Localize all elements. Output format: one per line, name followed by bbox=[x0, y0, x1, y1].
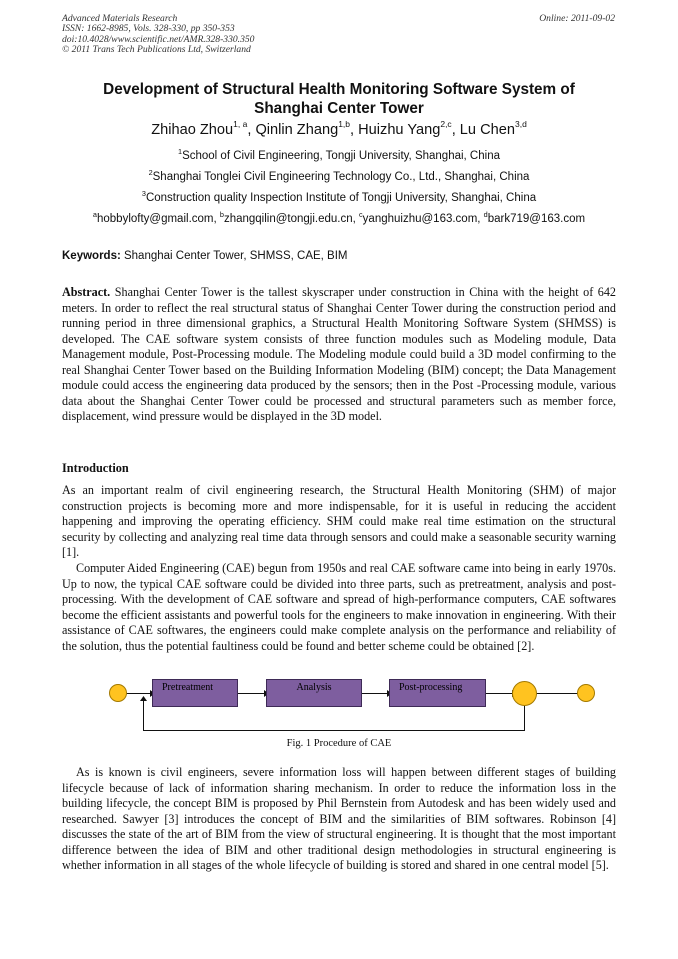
flow-line bbox=[126, 693, 150, 694]
feedback-line bbox=[143, 699, 144, 731]
abstract-text: Shanghai Center Tower is the tallest skyscraper under construction in China with the height of 642 meters. In order to reflect the real structural status of Shanghai Center Tower during the construction period and running period in three dimensional graphics, a Structural Health Monitoring Software System (SHMSS) is developed. The CAE software system consists of three function modules such as Modeling module, Data Management module, Post-Processing module. The Modeling module could build a 3D model confirming to the real Shanghai Center Tower based on the Building Information Modeling (BIM) concept; the Data Management module could access the engineering data produced by the sensors; then in the Post -Processing module, various data about the Shanghai Center Tower could be processed and structural parameters such as member force, displacement, wind pressure would be displayed in the 3D model. bbox=[62, 285, 616, 423]
author-list bbox=[62, 119, 616, 138]
copyright-line: © 2011 Trans Tech Publications Ltd, Switzerland bbox=[62, 44, 251, 56]
feedback-line bbox=[143, 730, 525, 731]
flow-line bbox=[536, 693, 578, 694]
affiliation-3: $^3$Construction quality Inspection Institute of Tongji University, Shanghai, China bbox=[141, 189, 537, 204]
intro-paragraph-2: Computer Aided Engineering (CAE) begun from 1950s and real CAE software came into being in early 1970s. Up to now, the typical CAE software could be divided into three parts, such as pretreatment, analysis and post-processing. With the development of CAE software and spread of high-performance computers, CAE softwares become the efficient assistants and powerful tools for the engineers to make innovation in engineering. With their assistance of CAE softwares, the engineers could make complete analysis on the performance and reliability of the solution, thus the potential faultiness could be found and better scheme could be obtained [2]. bbox=[62, 561, 616, 653]
box-pretreatment: Pretreatment bbox=[152, 679, 238, 707]
keywords-label: Keywords: bbox=[62, 250, 121, 262]
end-node bbox=[577, 684, 595, 702]
author: Huizhu Yang$^{2,c}$, bbox=[358, 119, 460, 138]
arrowhead bbox=[150, 690, 155, 697]
author: Lu Chen$^{3,d}$ bbox=[459, 119, 527, 138]
box-analysis: Analysis bbox=[266, 679, 362, 707]
abstract-label: Abstract. bbox=[62, 285, 111, 299]
decision-node bbox=[512, 681, 537, 706]
figure-caption: Fig. 1 Procedure of CAE bbox=[286, 738, 392, 749]
affiliation-1: $^1$School of Civil Engineering, Tongji University, Shanghai, China bbox=[178, 147, 500, 162]
issn-line: ISSN: 1662-8985, Vols. 328-330, pp 350-353 bbox=[62, 23, 235, 35]
journal-name: Advanced Materials Research bbox=[62, 13, 178, 24]
author: Qinlin Zhang$^{1,b}$, bbox=[255, 119, 359, 138]
title-line-1: Development of Structural Health Monitoring Software System of bbox=[103, 81, 575, 98]
online-date: Online: 2011-09-02 bbox=[539, 13, 615, 24]
box-post-processing: Post-processing bbox=[389, 679, 486, 707]
arrowhead bbox=[387, 690, 392, 697]
title-line-2: Shanghai Center Tower bbox=[254, 100, 424, 117]
abstract bbox=[62, 285, 616, 425]
author-emails: $^a$hobbylofty@gmail.com, $^b$zhangqilin@tongji.edu.cn, $^c$yanghuizhu@163.com, $^d$bark719@163.com bbox=[92, 210, 586, 225]
arrowhead bbox=[264, 690, 269, 697]
start-node bbox=[109, 684, 127, 702]
affiliation-2: $^2$Shanghai Tonglei Civil Engineering Technology Co., Ltd., Shanghai, China bbox=[148, 168, 530, 183]
arrowhead bbox=[140, 696, 147, 701]
section-heading-introduction: Introduction bbox=[62, 461, 129, 475]
intro-paragraph-3: As is known is civil engineers, severe information loss will happen between different stages of building lifecycle because of lack of information sharing mechanism. In order to reduce the information loss in the building lifecycle, the concept BIM is proposed by Phil Bernstein from Autodesk and has been widely used and researched. Sawyer [3] introduces the concept of BIM and the similarities of BIM softwares. Robinson [4] discusses the state of the art of BIM from the view of structural engineering. It is thought that the most important difference between the idea of BIM and other traditional design methodologies in structural engineering is whether information in all stages of the whole lifecycle of building is stored and shared in one central model [5]. bbox=[62, 765, 616, 872]
feedback-line bbox=[524, 705, 525, 730]
flow-line bbox=[238, 693, 264, 694]
flow-line bbox=[486, 693, 512, 694]
running-header bbox=[62, 14, 254, 56]
doi-line: doi:10.4028/www.scientific.net/AMR.328-330.350 bbox=[62, 33, 255, 45]
keywords-text: Shanghai Center Tower, SHMSS, CAE, BIM bbox=[120, 250, 348, 262]
keywords bbox=[62, 250, 348, 262]
intro-paragraph-1: As an important realm of civil engineering research, the Structural Health Monitoring (SHM) of major construction projects is becoming more and more indispensable, for it is useful in reducing the accident happening and improving the operating efficiency. SHM could make real time estimation on the structural security by collecting and analyzing real time data through sensors and could make a seasonable security warning [1]. bbox=[62, 483, 616, 559]
author: Zhihao Zhou$^{1, a}$, bbox=[151, 119, 256, 138]
arrowhead bbox=[512, 690, 517, 697]
flow-line bbox=[362, 693, 387, 694]
paper-title bbox=[62, 80, 616, 118]
